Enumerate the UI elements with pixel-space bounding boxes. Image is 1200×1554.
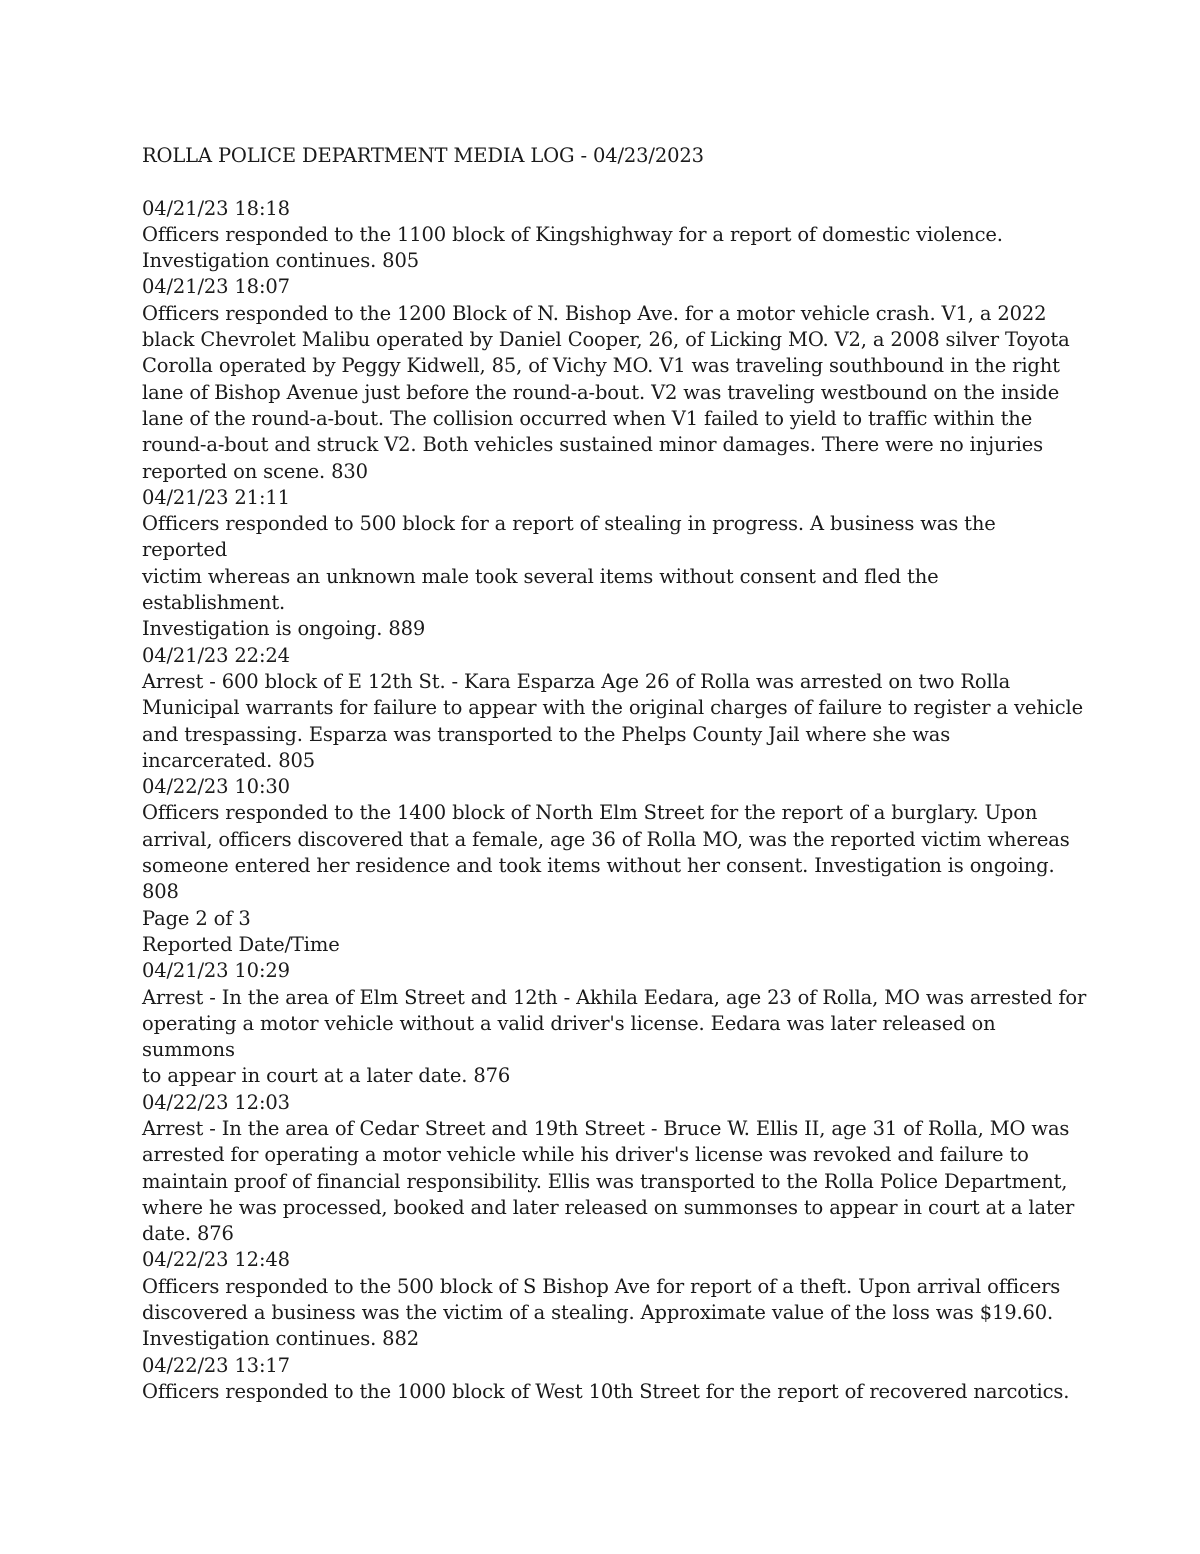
log-line: 04/21/23 10:29 [142,959,290,983]
log-line: 04/21/23 21:11 [142,485,290,509]
log-line: Officers responded to the 500 block of S Bishop Ave for report of a theft. Upon arrival officers [142,1274,1061,1298]
log-line: Officers responded to the 1400 block of North Elm Street for the report of a burglary. Upon [142,801,1038,825]
log-line: 04/22/23 13:17 [142,1353,290,1377]
log-line: Arrest - In the area of Elm Street and 12th - Akhila Eedara, age 23 of Rolla, MO was arrested for [142,985,1087,1009]
log-line: Officers responded to the 1100 block of Kingshighway for a report of domestic violence. [142,222,1003,246]
log-line: date. 876 [142,1222,234,1246]
log-line: Municipal warrants for failure to appear with the original charges of failure to register a vehicle [142,696,1083,720]
log-line: someone entered her residence and took items without her consent. Investigation is ongoing. [142,854,1055,878]
log-line: operating a motor vehicle without a valid driver's license. Eedara was later released on [142,1011,996,1035]
log-line: round-a-bout and struck V2. Both vehicles sustained minor damages. There were no injuries [142,433,1043,457]
log-line: victim whereas an unknown male took several items without consent and fled the [142,564,939,588]
log-line: Reported Date/Time [142,932,340,956]
log-line: and trespassing. Esparza was transported to the Phelps County Jail where she was [142,722,951,746]
log-line: Arrest - 600 block of E 12th St. - Kara Esparza Age 26 of Rolla was arrested on two Rolla [142,669,1011,693]
log-line: Corolla operated by Peggy Kidwell, 85, of Vichy MO. V1 was traveling southbound in the right [142,354,1060,378]
log-line: maintain proof of financial responsibility. Ellis was transported to the Rolla Police Department, [142,1169,1068,1193]
log-line: Officers responded to 500 block for a report of stealing in progress. A business was the [142,512,996,536]
log-line: lane of Bishop Avenue just before the round-a-bout. V2 was traveling westbound on the inside [142,380,1060,404]
log-line: 04/22/23 10:30 [142,775,290,799]
log-line: lane of the round-a-bout. The collision occurred when V1 failed to yield to traffic within the [142,406,1033,430]
log-line: 04/21/23 22:24 [142,643,290,667]
log-line: 04/21/23 18:18 [142,196,290,220]
log-line: reported [142,538,228,562]
log-line: arrested for operating a motor vehicle while his driver's license was revoked and failure to [142,1143,1029,1167]
log-line: 04/21/23 18:07 [142,275,290,299]
log-line: discovered a business was the victim of a stealing. Approximate value of the loss was $19.60. [142,1301,1054,1325]
log-line: Arrest - In the area of Cedar Street and 19th Street - Bruce W. Ellis II, age 31 of Rolla, MO was [142,1116,1070,1140]
log-line: incarcerated. 805 [142,748,315,772]
log-line: Page 2 of 3 [142,906,251,930]
log-line: summons [142,1038,235,1062]
log-line: Investigation continues. 805 [142,249,419,273]
log-line: 04/22/23 12:48 [142,1248,290,1272]
log-body [142,196,1087,1406]
log-line: Investigation is ongoing. 889 [142,617,426,641]
log-line: 04/22/23 12:03 [142,1090,290,1114]
log-line: establishment. [142,591,286,615]
log-line: Officers responded to the 1000 block of West 10th Street for the report of recovered narcotics. [142,1379,1070,1403]
log-line: reported on scene. 830 [142,459,368,483]
log-line: Officers responded to the 1200 Block of N. Bishop Ave. for a motor vehicle crash. V1, a 2022 [142,301,1047,325]
log-line: where he was processed, booked and later released on summonses to appear in court at a later [142,1195,1075,1219]
log-line: black Chevrolet Malibu operated by Daniel Cooper, 26, of Licking MO. V2, a 2008 silver Toyota [142,328,1070,352]
document-title: ROLLA POLICE DEPARTMENT MEDIA LOG - 04/23/2023 [142,144,704,167]
log-line: to appear in court at a later date. 876 [142,1064,511,1088]
log-line: 808 [142,880,179,904]
log-line: arrival, officers discovered that a female, age 36 of Rolla MO, was the reported victim whereas [142,827,1070,851]
log-line: Investigation continues. 882 [142,1327,419,1351]
media-log-page [142,143,1087,1405]
